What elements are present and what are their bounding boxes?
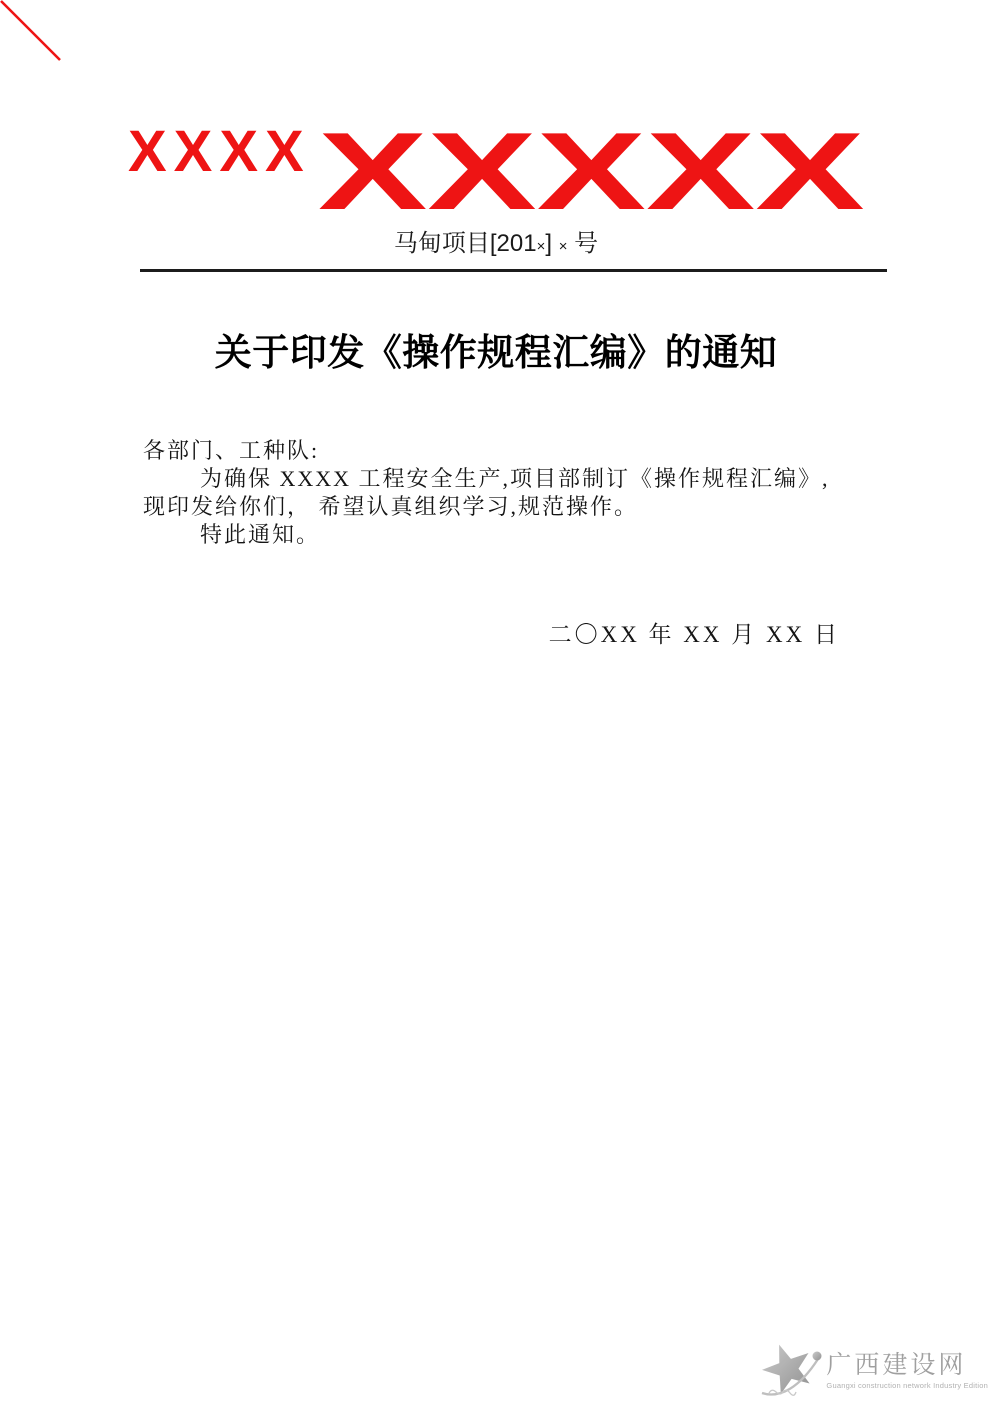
doc-number-part3: 号 [567, 230, 599, 257]
page-title: 关于印发《操作规程汇编》的通知 [214, 332, 778, 373]
signature-date: 二〇XX 年 XX 月 XX 日 [548, 622, 840, 647]
site-watermark [760, 1343, 988, 1401]
doc-number-part1: 马甸项目[201 [393, 230, 537, 257]
corner-slash-line [0, 0, 70, 70]
doc-number-part2: ] [545, 230, 559, 257]
header-separator-rule [140, 269, 887, 272]
letterhead-small-x: XXXX [128, 119, 311, 184]
letterhead-large-x: XXXXX [318, 110, 865, 233]
watermark-site-subtitle: Guangxi construction network Industry Edition [826, 1381, 988, 1390]
body-line: 现印发给你们， 希望认真组织学习,规范操作。 [143, 494, 639, 519]
star-swoosh-logo-icon [760, 1343, 824, 1401]
body-salutation: 各部门、工种队: [143, 438, 320, 463]
notice-body [143, 437, 883, 549]
watermark-site-name: 广西建设网 [826, 1352, 967, 1379]
document-number [0, 223, 992, 258]
doc-number-x1: × [536, 238, 546, 255]
watermark-text [826, 1353, 988, 1390]
body-line: 为确保 XXXX 工程安全生产,项目部制订《操作规程汇编》, [200, 466, 830, 491]
body-line: 特此通知。 [200, 522, 321, 547]
doc-number-x2: × [558, 238, 568, 255]
